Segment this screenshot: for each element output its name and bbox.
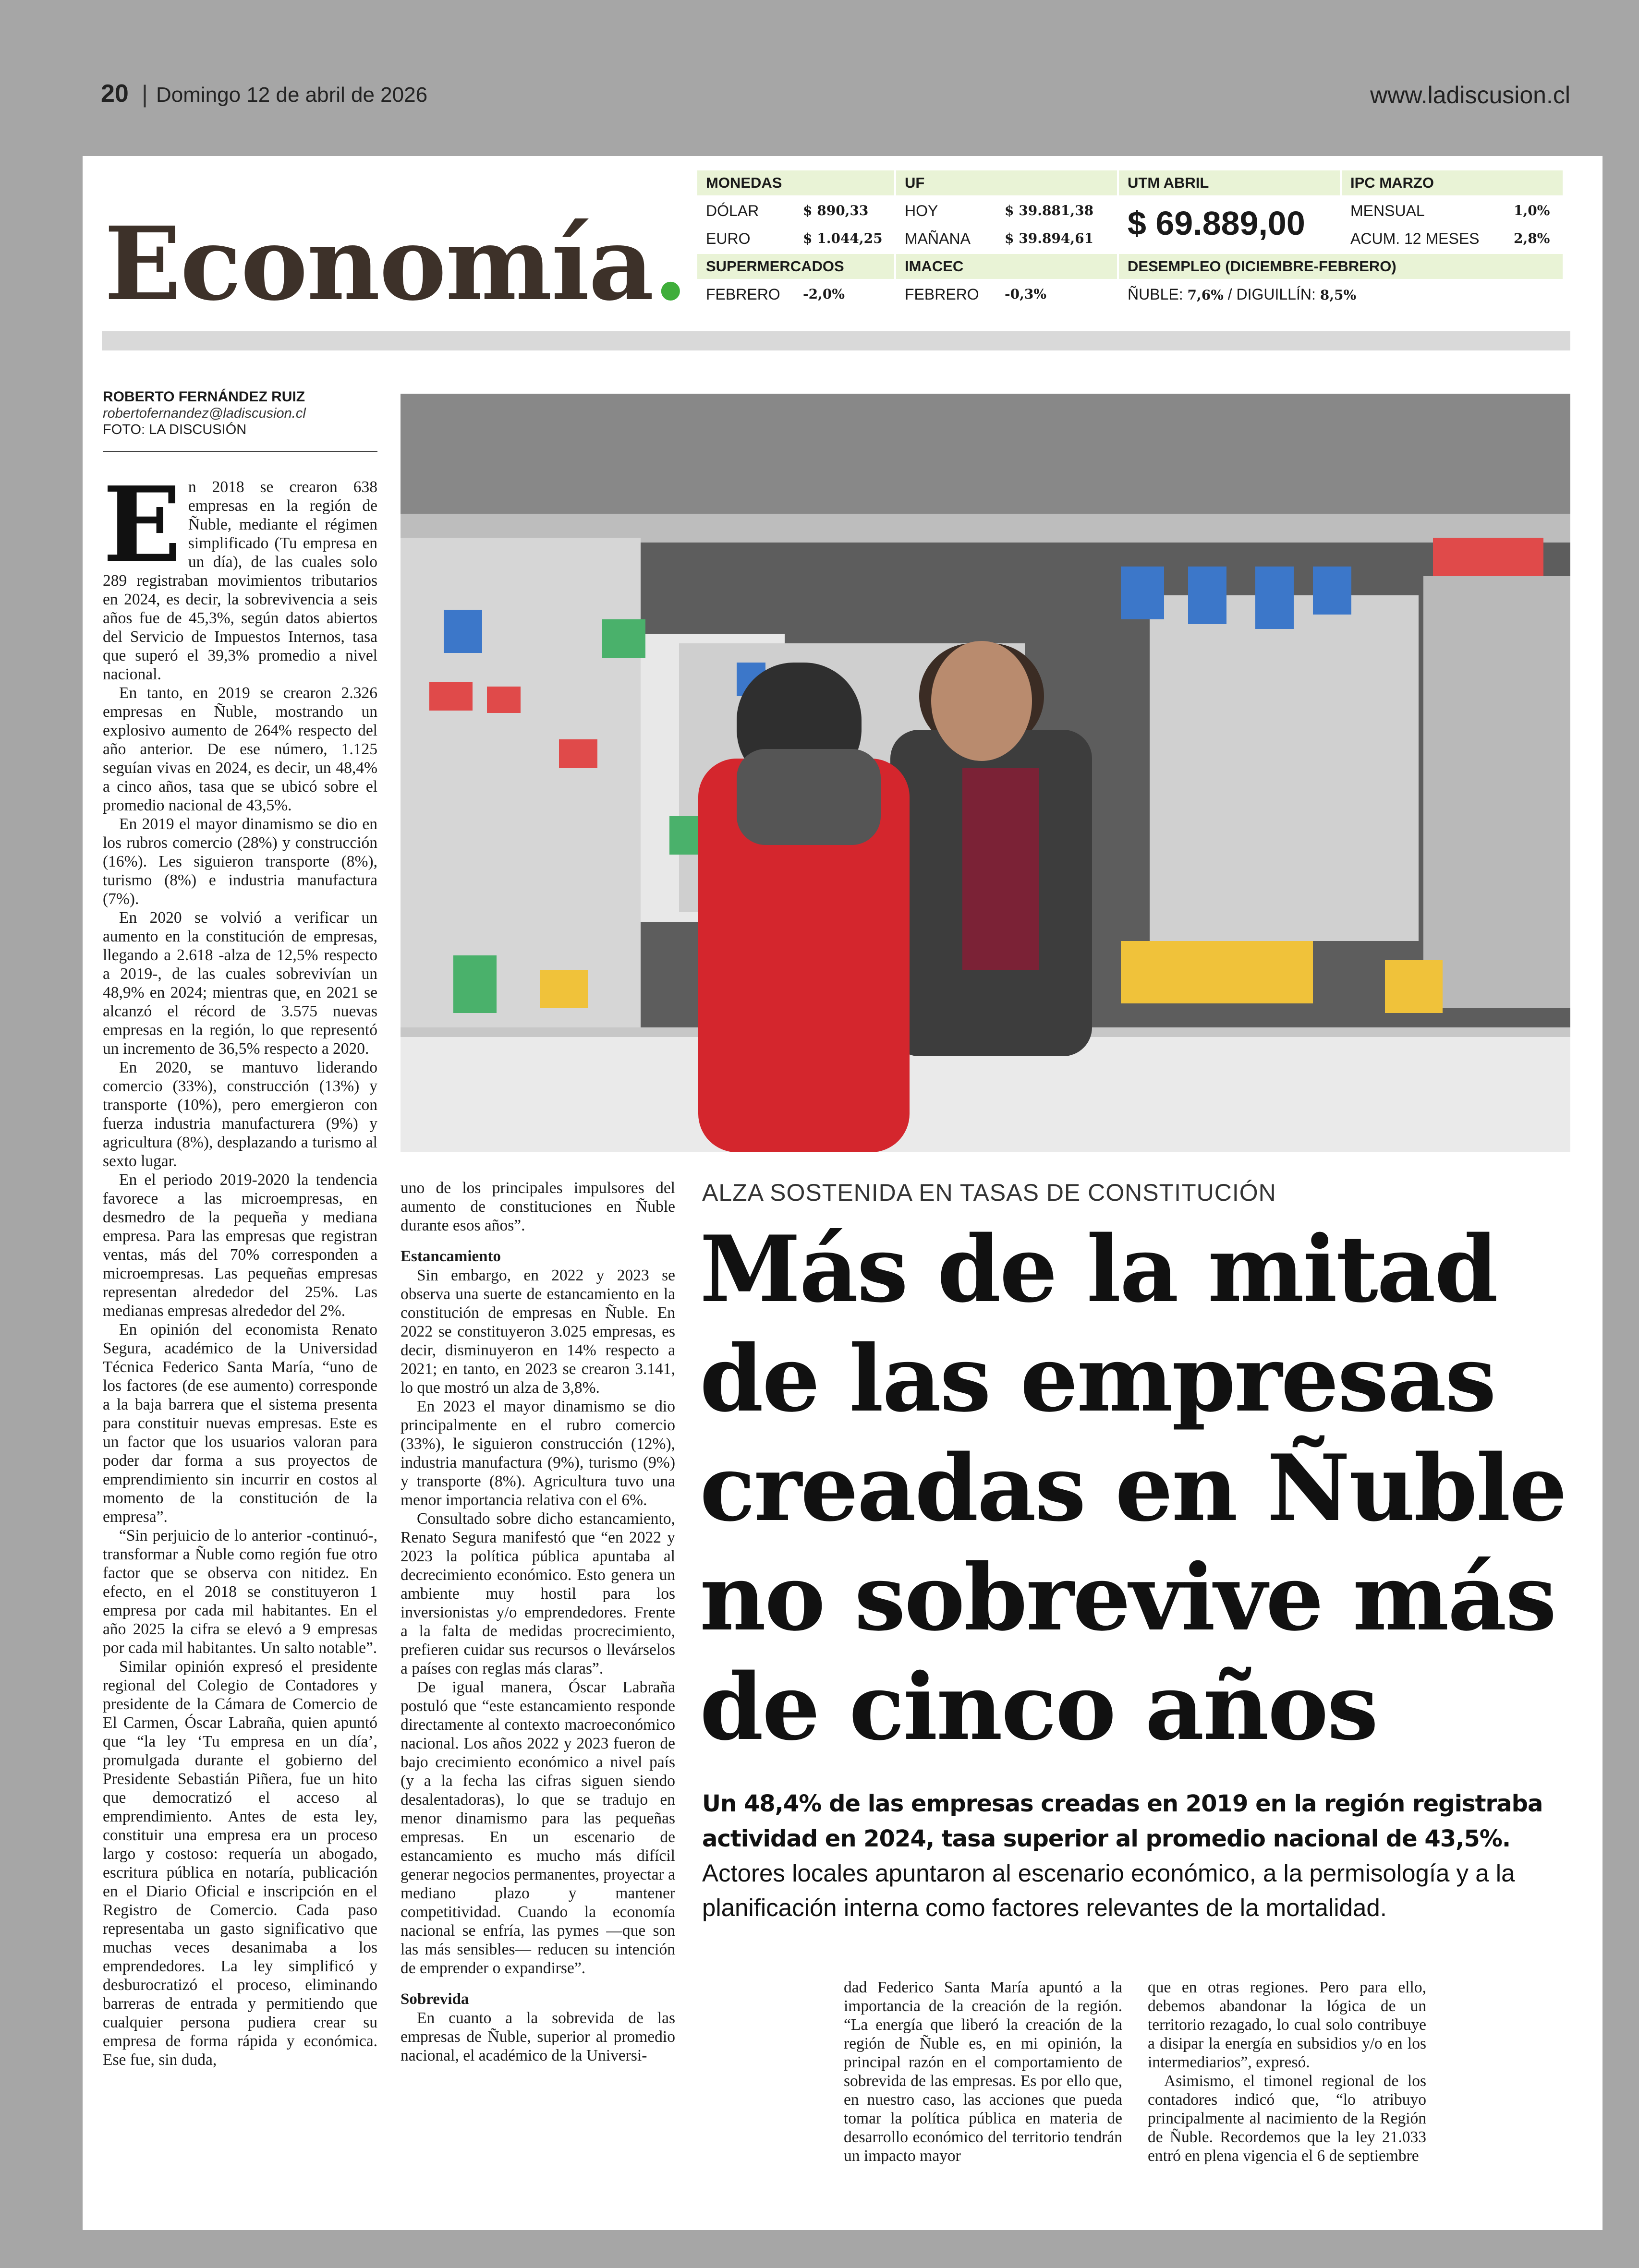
- page-number: 20: [101, 80, 129, 108]
- article-paragraph: En 2023 el mayor dinamismo se dio principalmente en el rubro comercio (33%), le siguieron construcción (12%), industria manufactura (9%), turismo (9%) y transporte (8%). Agricultura tuvo una menor importancia relativa con el 6%.: [401, 1398, 675, 1509]
- euro-label: EURO: [706, 230, 751, 247]
- article-paragraph: De igual manera, Óscar Labraña postuló que “este estancamiento responde directamente al contexto macroeconómico nacional. Los años 2022 y 2023 fueron de bajo crecimiento económico a nivel país (y a la fecha las cifras siguen siendo desalentadoras), lo que se tradujo en menor dinamismo para las pequeñas empresas. En un escenario de estancamiento es mucho más difícil generar negocios permanentes, proyectar a mediano plazo y mantener competitividad. Cuando la economía nacional se enfría, las pymes —que son las más sensibles— reducen su intención de emprender o expandirse”.: [401, 1678, 676, 1977]
- author-name: ROBERTO FERNÁNDEZ RUIZ: [103, 389, 305, 405]
- ipc-mensual-label: MENSUAL: [1350, 202, 1425, 219]
- ipc-acum-label: ACUM. 12 MESES: [1350, 230, 1480, 247]
- economic-indicators: [697, 170, 1576, 324]
- deck: [702, 1786, 1571, 1925]
- article-paragraph: En 2019 el mayor dinamismo se dio en los rubros comercio (28%) y construcción (16%). Les siguieron transporte (8%), turismo (8%) e industria manufactura (7%).: [103, 815, 377, 908]
- article-column-2: [401, 1179, 675, 2187]
- nuble-value: 7,6%: [1187, 287, 1224, 303]
- article-paragraph: Sin embargo, en 2022 y 2023 se observa una suerte de estancamiento en la constitución de empresas en Ñuble. En 2022 se constituyeron 3.025 empresas, es decir, disminuyeron en 14% respecto a 2021; en tanto, en 2023 se crearon 3.141, lo que mostró un alza de 3,8%.: [401, 1267, 675, 1397]
- pharmacy-photo: [401, 394, 1570, 1152]
- imacec-febrero-value: -0,3%: [1005, 286, 1046, 302]
- section-title-dot: .: [653, 205, 687, 323]
- subheading-sobrevida: Sobrevida: [401, 1991, 469, 2008]
- newspaper-page: [83, 156, 1603, 2230]
- desempleo-sep: /: [1227, 286, 1232, 303]
- headline: Más de la mitad de las empresas creadas en Ñuble no sobrevive más de cinco años: [700, 1216, 1566, 1761]
- header-separator: |: [142, 81, 148, 108]
- photo-credit: FOTO: LA DISCUSIÓN: [103, 422, 247, 437]
- article-paragraph: dad Federico Santa María apuntó a la importancia de la creación de la región. “La energía que liberó la creación de la región de Ñuble es, en mi opinión, la principal razón en el comportamiento de sobrevida de las empresas. Es por ello que, en nuestro caso, las acciones que pueda tomar la política pública en materia de desarrollo económico del territorio tendrán un impacto mayor: [844, 1978, 1122, 2165]
- drop-cap: E: [103, 464, 182, 585]
- supermercados-febrero-value: -2,0%: [803, 286, 845, 302]
- uf-hoy-label: HOY: [905, 202, 938, 219]
- diguillin-value: 8,5%: [1320, 287, 1357, 303]
- euro-value: $ 1.044,25: [803, 230, 883, 246]
- article-paragraph: Asimismo, el timonel regional de los contadores indicó que, “lo atribuyo principalmente al nacimiento de la Región de Ñuble. Recordemos que la ley 21.033 entró en plena vigencia el 6 de septiembre: [1148, 2072, 1426, 2165]
- pharmacy-photo-illustration: [401, 394, 1570, 1152]
- lead-paragraph: [103, 464, 377, 684]
- nuble-label: ÑUBLE:: [1128, 286, 1183, 303]
- deck-bold: Un 48,4% de las empresas creadas en 2019 en la región registraba actividad en 2024, tasa superior al promedio nacional de 43,5%.: [702, 1790, 1543, 1852]
- utm-value: $ 69.889,00: [1128, 205, 1305, 242]
- article-paragraph: En tanto, en 2019 se crearon 2.326 empresas en Ñuble, mostrando un explosivo aumento de 264% respecto del año anterior. De ese número, 1.125 seguían vivas en 2024, es decir, un 48,4% a cinco años, tasa que se ubicó sobre el promedio nacional de 43,5%.: [103, 684, 377, 814]
- article-paragraph: “Sin perjuicio de lo anterior -continuó-, transformar a Ñuble como región fue otro factor que se observa con nitidez. En efecto, en el 2018 se constituyeron 1 empresa por cada mil habitantes. En el año 2025 la cifra se elevó a 9 empresas por cada mil habitantes. Un salto notable”.: [103, 1527, 377, 1657]
- desempleo-line: [1128, 282, 1356, 308]
- article-paragraph: En cuanto a la sobrevida de las empresas de Ñuble, superior al promedio nacional, el académico de la Universi-: [401, 2009, 675, 2064]
- page-header: [101, 79, 1570, 113]
- utm-header: UTM ABRIL: [1119, 170, 1340, 195]
- ipc-header: IPC MARZO: [1342, 170, 1563, 195]
- article-paragraph: Consultado sobre dicho estancamiento, Renato Segura manifestó que “en 2022 y 2023 la política pública apuntaba al decrecimiento económico. Esto genera un ambiente muy hostil para los inversionistas y/o emprendedores. Frente a la falta de medidas procrecimiento, prefieren cuidar sus recursos o llevárselos a países con reglas más claras”.: [401, 1510, 675, 1677]
- byline-rule: [103, 451, 377, 452]
- article-column-4: [1148, 1978, 1426, 2194]
- desempleo-header: DESEMPLEO (DICIEMBRE-FEBRERO): [1119, 254, 1563, 279]
- uf-manana-label: MAÑANA: [905, 230, 971, 247]
- subheading-estancamiento: Estancamiento: [401, 1248, 501, 1265]
- dolar-label: DÓLAR: [706, 202, 759, 219]
- supermercados-febrero-label: FEBRERO: [706, 286, 780, 303]
- supermercados-header: SUPERMERCADOS: [697, 254, 894, 279]
- imacec-header: IMACEC: [896, 254, 1117, 279]
- dolar-value: $ 890,33: [803, 203, 869, 218]
- article-column-1: [103, 464, 377, 2182]
- monedas-header: MONEDAS: [697, 170, 894, 195]
- ipc-acum-value: 2,8%: [1514, 230, 1550, 246]
- section-title: [104, 205, 687, 323]
- section-title-text: Economía: [104, 205, 653, 323]
- article-paragraph: Similar opinión expresó el presidente regional del Colegio de Contadores y presidente de la Cámara de Comercio de El Carmen, Óscar Labraña, quien apuntó que “la ley ‘Tu empresa en un día’, promulgada durante el gobierno del Presidente Sebastián Piñera, fue un hito que democratizó el acceso al emprendimiento. Antes de esta ley, constituir una empresa era un proceso largo y costoso: requería un abogado, escritura pública en notaría, publicación en el Diario Oficial e inscripción en el Registro de Comercio. Cada paso representaba un gasto significativo que muchas veces desanimaba a los emprendedores. La ley simplificó y desburocratizó el proceso, eliminando barreras de entrada y permitiendo que cualquier persona pudiera crear su empresa de forma rápida y económica. Ese fue, sin duda,: [103, 1658, 377, 2069]
- article-paragraph: En el periodo 2019-2020 la tendencia favorece a las microempresas, en desmedro de la pequeña y mediana empresa. Para las empresas que registran ventas, más del 70% corresponden a microempresas. Las pequeñas empresas representan alrededor del 25%. Las medianas empresas alrededor del 2%.: [103, 1171, 377, 1320]
- article-paragraph: que en otras regiones. Pero para ello, debemos abandonar la lógica de un territorio rezagado, lo cual solo contribuye a disipar la energía en subsidios y/o en los intermediarios”, expresó.: [1148, 1978, 1426, 2071]
- uf-header: UF: [896, 170, 1117, 195]
- imacec-febrero-label: FEBRERO: [905, 286, 979, 303]
- article-paragraph: En 2020, se mantuvo liderando comercio (33%), construcción (13%) y transporte (10%), pero emergieron con fuerza industria manufacturera (9%) y agricultura (8%), desplazando a turismo al sexto lugar.: [103, 1059, 377, 1170]
- site-url[interactable]: www.ladiscusion.cl: [1370, 82, 1570, 109]
- section-divider: [102, 331, 1570, 350]
- article-paragraph: uno de los principales impulsores del aumento de constituciones en Ñuble durante esos años”.: [401, 1179, 675, 1234]
- uf-manana-value: $ 39.894,61: [1005, 230, 1094, 246]
- deck-regular: Actores locales apuntaron al escenario económico, a la permisología y a la planificación interna como factores relevantes de la mortalidad.: [702, 1859, 1515, 1921]
- paragraph-text: n 2018 se crearon 638 empresas en la región de Ñuble, mediante el régimen simplificado (Tu empresa en un día), de las cuales solo 289 registraban movimientos tributarios en 2024, es decir, la sobrevivencia a seis años fue de 45,3%, según datos abiertos del Servicio de Impuestos Internos, tasa que superó el 39,3% promedio a nivel nacional.: [103, 478, 377, 683]
- article-column-3: [844, 1978, 1122, 2194]
- uf-hoy-value: $ 39.881,38: [1005, 203, 1094, 218]
- article-paragraph: En 2020 se volvió a verificar un aumento en la constitución de empresas, llegando a 2.618 -alza de 12,5% respecto a 2019-, de las cuales sobrevivían un 48,9% en 2024; mientras que, en 2021 se alcanzó el récord de 3.575 nuevas empresas en la región, lo que representó un incremento de 36,5% respecto a 2020.: [103, 909, 377, 1058]
- article-paragraph: En opinión del economista Renato Segura, académico de la Universidad Técnica Federico Santa María, “uno de los factores (de ese aumento) corresponde a la baja barrera que el sistema presenta para constituir nuevas empresas. Este es un factor que los usuarios valoran para poder dar forma a sus proyectos de emprendimiento sin incurrir en costos al momento de la constitución de la empresa”.: [103, 1321, 377, 1526]
- author-email[interactable]: robertofernandez@ladiscusion.cl: [103, 406, 306, 421]
- ipc-mensual-value: 1,0%: [1514, 203, 1550, 218]
- issue-date: Domingo 12 de abril de 2026: [156, 83, 428, 107]
- kicker: ALZA SOSTENIDA EN TASAS DE CONSTITUCIÓN: [702, 1179, 1276, 1206]
- diguillin-label: DIGUILLÍN:: [1236, 286, 1316, 303]
- byline: [103, 389, 381, 438]
